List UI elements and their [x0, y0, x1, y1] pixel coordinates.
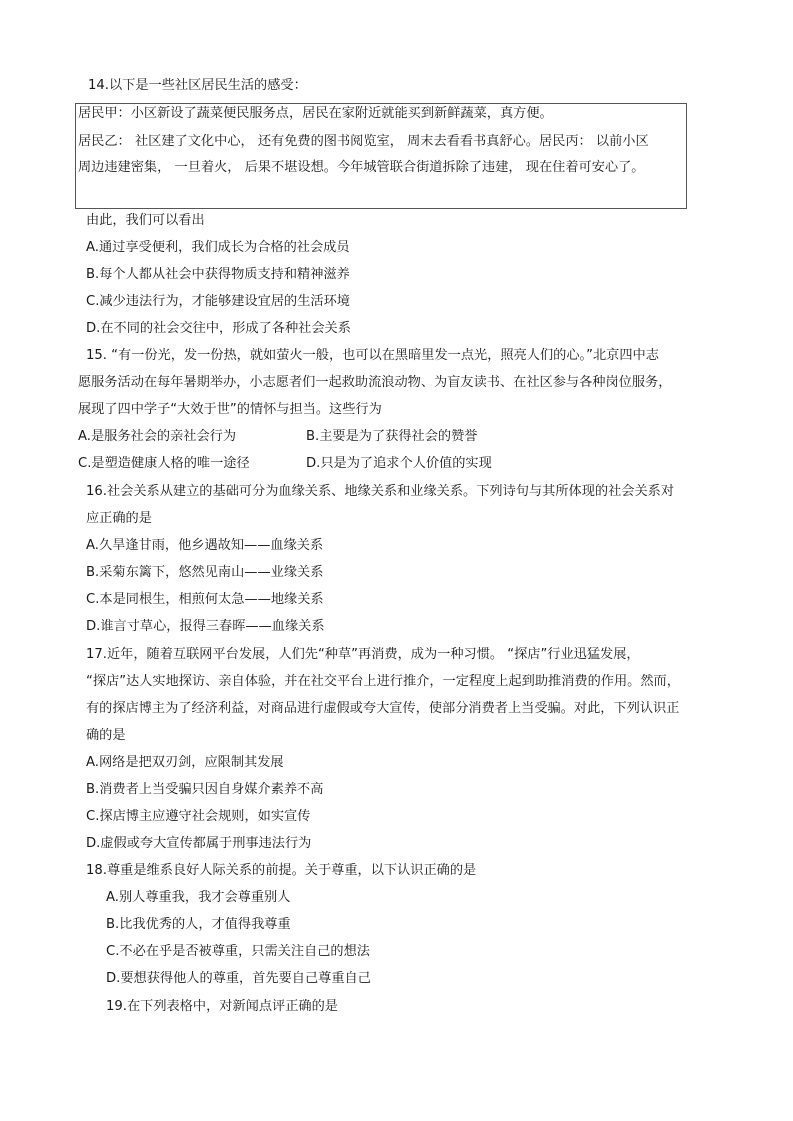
q14-box-line-2: 居民乙： 社区建了文化中心， 还有免费的图书阅览室， 周末去看看书真舒心。居民丙： 以前小区 — [78, 134, 649, 149]
q14-box-line-1: 居民甲：小区新设了蔬菜便民服务点，居民在家附近就能买到新鲜蔬菜，真方便。 — [78, 106, 553, 121]
q14-stem: 14.以下是一些社区居民生活的感受： — [88, 78, 307, 93]
q14-box-line-3: 周边违建密集， 一旦着火， 后果不堪设想。今年城管联合街道拆除了违建， 现在住着可安心了。 — [78, 160, 645, 175]
q17-option-c: C.探店博主应遵守社会规则，如实宣传 — [86, 809, 311, 824]
q15-option-d: D.只是为了追求个人价值的实现 — [306, 456, 492, 471]
q16-option-c: C.本是同根生，相煎何太急——地缘关系 — [86, 592, 324, 607]
q15-stem-line-2: 愿服务活动在每年暑期举办，小志愿者们一起救助流浪动物、为盲友读书、在社区参与各种岗位服务， — [78, 375, 672, 390]
q14-lead: 由此，我们可以看出 — [86, 213, 205, 228]
q15-stem-line-3: 展现了四中学子“大效于世”的情怀与担当。这些行为 — [78, 402, 382, 417]
q15-option-c: C.是塑造健康人格的唯一途径 — [78, 456, 250, 471]
q17-option-a: A.网络是把双刃剑，应限制其发展 — [86, 755, 284, 770]
q17-stem-line-4: 确的是 — [86, 728, 126, 743]
q18-option-a: A.别人尊重我，我才会尊重别人 — [106, 890, 291, 905]
q18-stem: 18.尊重是维系良好人际关系的前提。关于尊重，以下认识正确的是 — [86, 863, 477, 878]
q16-option-b: B.采菊东篱下，悠然见南山——业缘关系 — [86, 565, 324, 580]
q14-option-c: C.减少违法行为，才能够建设宜居的生活环境 — [86, 294, 350, 309]
q16-stem-line-1: 16.社会关系从建立的基础可分为血缘关系、地缘关系和业缘关系。下列诗句与其所体现的社会关系对 — [86, 484, 675, 499]
q17-stem-line-1: 17.近年，随着互联网平台发展，人们先“种草”再消费，成为一种习惯。 “探店”行业迅猛发展， — [86, 647, 640, 662]
q18-option-c: C.不必在乎是否被尊重，只需关注自己的想法 — [106, 944, 370, 959]
q15-option-a: A.是服务社会的亲社会行为 — [78, 429, 237, 444]
q19-stem: 19.在下列表格中，对新闻点评正确的是 — [106, 999, 338, 1014]
q17-option-d: D.虚假或夸大宣传都属于刑事违法行为 — [86, 836, 312, 851]
q16-option-d: D.谁言寸草心，报得三春晖——血缘关系 — [86, 619, 325, 634]
q18-option-d: D.要想获得他人的尊重，首先要自己尊重自己 — [106, 971, 371, 986]
q16-option-a: A.久旱逢甘雨，他乡遇故知——血缘关系 — [86, 538, 324, 553]
q17-stem-line-2: “探店”达人实地探访、亲自体验，并在社交平台上进行推介，一定程度上起到助推消费的作用。然而， — [86, 674, 680, 689]
q14-option-a: A.通过享受便利，我们成长为合格的社会成员 — [86, 240, 350, 255]
q18-option-b: B.比我优秀的人，才值得我尊重 — [106, 917, 291, 932]
q15-option-b: B.主要是为了获得社会的赞誉 — [306, 429, 478, 444]
q15-stem-line-1: 15. “有一份光，发一份热，就如萤火一般，也可以在黑暗里发一点光，照亮人们的心。”北京四中志 — [86, 348, 659, 363]
q14-option-b: B.每个人都从社会中获得物质支持和精神滋养 — [86, 267, 350, 282]
q17-stem-line-3: 有的探店博主为了经济利益，对商品进行虚假或夸大宣传，使部分消费者上当受骗。对此，下列认识正 — [86, 701, 680, 716]
q14-option-d: D.在不同的社会交往中，形成了各种社会关系 — [86, 321, 351, 336]
q17-option-b: B.消费者上当受骗只因自身媒介素养不高 — [86, 782, 324, 797]
q16-stem-line-2: 应正确的是 — [86, 511, 152, 526]
